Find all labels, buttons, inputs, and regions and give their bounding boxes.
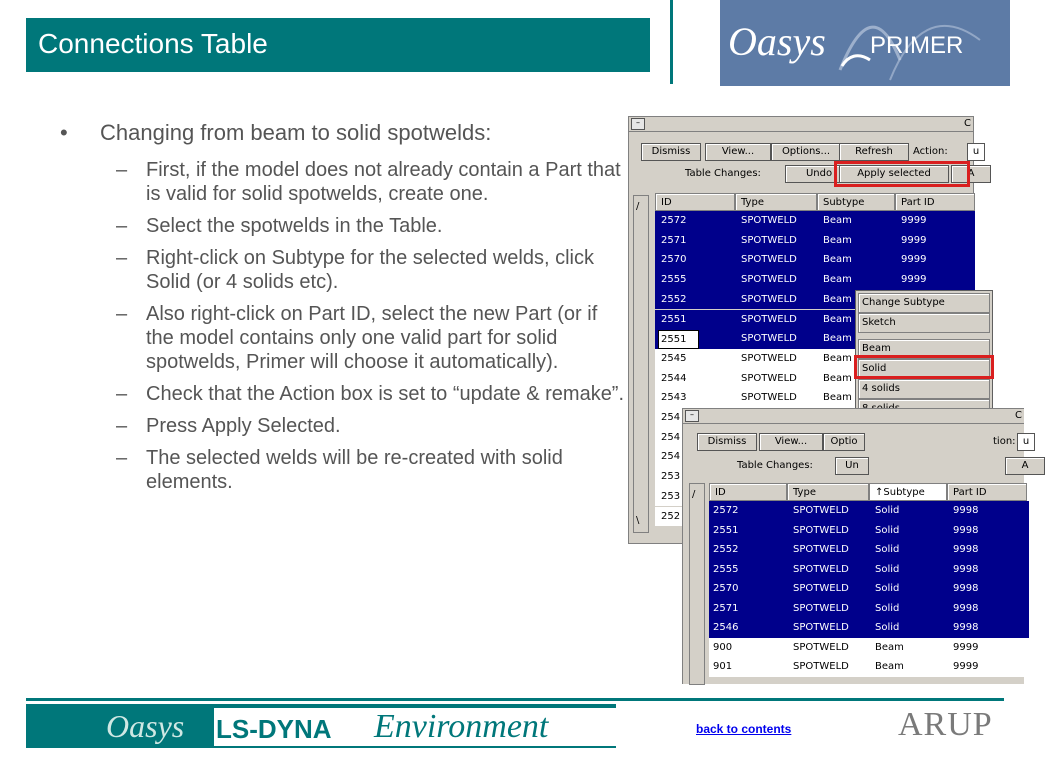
cell-id: 2551 bbox=[661, 313, 687, 325]
cell-part-id: 9998 bbox=[953, 544, 979, 555]
sub-bullet bbox=[116, 214, 626, 238]
back-to-contents-link[interactable]: back to contents bbox=[696, 722, 792, 736]
cell-type: SPOTWELD bbox=[793, 544, 849, 555]
menu-item-solid[interactable]: Solid bbox=[858, 359, 990, 379]
table-changes-label: Table Changes: bbox=[685, 168, 761, 179]
table-row[interactable] bbox=[709, 657, 1029, 677]
cell-id: 2546 bbox=[713, 622, 739, 633]
cell-id: 2552 bbox=[713, 544, 739, 555]
cell-type: SPOTWELD bbox=[741, 215, 797, 226]
action-label: tion: bbox=[993, 436, 1016, 447]
sub-bullet bbox=[116, 414, 626, 438]
cell-subtype: Beam bbox=[823, 392, 852, 404]
options-button[interactable]: Options... bbox=[771, 143, 841, 161]
dash-icon: – bbox=[116, 215, 128, 237]
footer-divider bbox=[26, 698, 1004, 701]
table-row[interactable] bbox=[655, 270, 975, 290]
cell-subtype: Beam bbox=[823, 274, 852, 286]
cell-subtype: Beam bbox=[823, 333, 852, 345]
apply-selected-button[interactable]: Apply selected bbox=[839, 165, 949, 183]
cell-id: 2555 bbox=[713, 563, 739, 575]
cell-id: 2555 bbox=[661, 274, 687, 286]
cell-id: 2570 bbox=[661, 254, 687, 266]
dash-icon: – bbox=[116, 447, 128, 469]
cell-subtype: Beam bbox=[823, 372, 852, 384]
dismiss-button[interactable]: Dismiss bbox=[641, 143, 701, 161]
cell-type: SPOTWELD bbox=[741, 293, 797, 305]
table-row[interactable] bbox=[709, 560, 1029, 580]
cell-subtype: Beam bbox=[823, 293, 852, 305]
dash-icon: – bbox=[116, 383, 128, 405]
sort-arrow-icon: ↑ bbox=[875, 487, 884, 498]
title-banner bbox=[26, 18, 650, 72]
column-header-subtype[interactable] bbox=[869, 483, 947, 501]
cell-id: 254 bbox=[661, 412, 681, 423]
table-row[interactable] bbox=[709, 638, 1029, 658]
window-title-fragment: C bbox=[1015, 410, 1022, 421]
table-row[interactable] bbox=[709, 618, 1029, 638]
menu-item-change-subtype[interactable]: Change Subtype bbox=[858, 293, 990, 313]
cell-subtype: Beam bbox=[823, 234, 852, 246]
cell-id: 2552 bbox=[661, 293, 687, 305]
cell-id: 2571 bbox=[661, 234, 687, 246]
sub-bullet-text: Also right-click on Part ID, select the new Part (or if the model contains only one valid part for solid spotwelds, Primer will choose it automatically). bbox=[146, 303, 598, 373]
cell-type: SPOTWELD bbox=[741, 313, 797, 325]
cell-subtype: Beam bbox=[823, 215, 852, 226]
cell-part-id: 9998 bbox=[953, 563, 979, 575]
column-header-type[interactable]: Type bbox=[735, 193, 817, 211]
window-titlebar bbox=[629, 117, 973, 132]
cell-subtype: Solid bbox=[875, 524, 900, 536]
sub-bullet-text: The selected welds will be re-created with solid elements. bbox=[146, 447, 563, 493]
cell-id: 254 bbox=[661, 451, 681, 463]
cell-part-id: 9999 bbox=[901, 234, 927, 246]
menu-item-sketch[interactable]: Sketch bbox=[858, 313, 990, 333]
oasys-primer-logo bbox=[720, 0, 1010, 86]
arup-logo: ARUP bbox=[898, 706, 993, 743]
sub-bullet-text: First, if the model does not already contain a Part that is valid for solid spotwelds, create one. bbox=[146, 159, 621, 205]
sub-bullet-text: Check that the Action box is set to “update & remake”. bbox=[146, 383, 625, 405]
cell-id: 254 bbox=[661, 431, 681, 443]
cell-id: 253 bbox=[661, 490, 681, 502]
cell-subtype: Solid bbox=[875, 505, 900, 516]
main-bullet-text: Changing from beam to solid spotwelds: bbox=[100, 120, 492, 145]
cell-id: 2570 bbox=[713, 583, 739, 594]
cell-type: SPOTWELD bbox=[793, 583, 849, 594]
cell-type: SPOTWELD bbox=[741, 254, 797, 266]
table-row[interactable] bbox=[709, 501, 1029, 521]
column-header-part-id[interactable]: Part ID bbox=[895, 193, 975, 211]
sub-bullet bbox=[116, 382, 626, 406]
dash-icon: – bbox=[116, 247, 128, 269]
cell-subtype: Beam bbox=[875, 661, 904, 672]
window-titlebar bbox=[683, 409, 1024, 424]
cell-id: 900 bbox=[713, 641, 733, 653]
cell-part-id: 9999 bbox=[953, 641, 979, 653]
logo-oasys-text: Oasys bbox=[728, 19, 826, 64]
cell-id: 2551 bbox=[713, 524, 739, 536]
bullet-icon: • bbox=[60, 120, 68, 145]
cell-id: 2544 bbox=[661, 372, 687, 384]
menu-item-beam[interactable]: Beam bbox=[858, 339, 990, 359]
action-select[interactable]: u bbox=[967, 143, 985, 161]
cell-part-id: 9998 bbox=[953, 583, 979, 594]
sub-bullet bbox=[116, 246, 626, 294]
menu-item-4-solids[interactable]: 4 solids bbox=[858, 379, 990, 399]
cell-type: SPOTWELD bbox=[793, 505, 849, 516]
apply-selected-highlight bbox=[834, 161, 970, 187]
column-header-id[interactable]: ID bbox=[709, 483, 787, 501]
cell-type: SPOTWELD bbox=[793, 622, 849, 633]
logo-primer-text: PRIMER bbox=[870, 32, 964, 59]
column-header-subtype-label: Subtype bbox=[883, 487, 925, 498]
cell-subtype: Beam bbox=[823, 352, 852, 364]
refresh-button[interactable]: Refresh bbox=[839, 143, 909, 161]
sub-bullet bbox=[116, 158, 626, 206]
cell-part-id: 9999 bbox=[901, 254, 927, 266]
table-row[interactable] bbox=[655, 231, 975, 251]
cell-type: SPOTWELD bbox=[741, 352, 797, 364]
footer-banner bbox=[26, 704, 616, 748]
cell-part-id: 9998 bbox=[953, 524, 979, 536]
scroll-up-icon[interactable]: / bbox=[636, 201, 640, 212]
column-header-type[interactable]: Type bbox=[787, 483, 869, 501]
cell-subtype: Beam bbox=[875, 641, 904, 653]
minimize-button[interactable]: – bbox=[685, 410, 699, 422]
page-title: Connections Table bbox=[38, 28, 268, 59]
window-title-fragment: C bbox=[964, 118, 971, 129]
cell-type: SPOTWELD bbox=[793, 641, 849, 653]
table-row[interactable] bbox=[709, 540, 1029, 560]
cell-subtype: Beam bbox=[823, 313, 852, 325]
sub-bullet-text: Press Apply Selected. bbox=[146, 415, 341, 437]
cell-id: 253 bbox=[661, 471, 681, 483]
options-button[interactable]: Optio bbox=[823, 433, 865, 451]
table-row[interactable] bbox=[655, 250, 975, 270]
column-header-part-id[interactable]: Part ID bbox=[947, 483, 1027, 501]
scroll-down-icon[interactable]: \ bbox=[636, 515, 640, 526]
table-changes-label: Table Changes: bbox=[737, 460, 813, 471]
table-row[interactable] bbox=[709, 521, 1029, 541]
cell-type: SPOTWELD bbox=[793, 602, 849, 614]
view-button[interactable]: View... bbox=[759, 433, 823, 451]
cell-part-id: 9999 bbox=[901, 215, 927, 226]
footer-oasys-text: Oasys bbox=[106, 708, 185, 744]
column-header-subtype[interactable]: Subtype bbox=[817, 193, 895, 211]
table-row[interactable] bbox=[709, 579, 1029, 599]
cell-type: SPOTWELD bbox=[741, 333, 797, 345]
cell-id: 901 bbox=[713, 661, 733, 672]
cell-type: SPOTWELD bbox=[741, 234, 797, 246]
cell-subtype: Solid bbox=[875, 622, 900, 633]
action-label: Action: bbox=[913, 146, 948, 157]
action-select[interactable]: u bbox=[1017, 433, 1035, 451]
cell-type: SPOTWELD bbox=[793, 661, 849, 672]
sub-bullet bbox=[116, 446, 626, 494]
connections-window-after bbox=[682, 408, 1030, 684]
solid-menu-highlight bbox=[854, 355, 994, 379]
sub-bullet-text: Select the spotwelds in the Table. bbox=[146, 215, 443, 237]
cell-subtype: Beam bbox=[823, 254, 852, 266]
scroll-up-icon[interactable]: / bbox=[692, 489, 696, 500]
apply-all-button[interactable]: A bbox=[1005, 457, 1045, 475]
column-header-id[interactable]: ID bbox=[655, 193, 735, 211]
cell-type: SPOTWELD bbox=[793, 524, 849, 536]
vertical-scrollbar[interactable] bbox=[633, 195, 649, 533]
sub-bullet-list bbox=[116, 158, 626, 502]
sub-bullet-text: Right-click on Subtype for the selected welds, click Solid (or 4 solids etc). bbox=[146, 247, 594, 293]
cell-part-id: 9998 bbox=[953, 602, 979, 614]
cell-type: SPOTWELD bbox=[741, 392, 797, 404]
dash-icon: – bbox=[116, 303, 128, 325]
table-row[interactable] bbox=[655, 211, 975, 231]
cell-part-id: 9998 bbox=[953, 505, 979, 516]
dash-icon: – bbox=[116, 159, 128, 181]
dash-icon: – bbox=[116, 415, 128, 437]
vertical-scrollbar[interactable] bbox=[689, 483, 705, 685]
view-button[interactable]: View... bbox=[705, 143, 771, 161]
cell-id: 2572 bbox=[713, 505, 739, 516]
cell-id[interactable]: 2551 bbox=[658, 330, 699, 349]
cell-part-id: 9998 bbox=[953, 622, 979, 633]
cell-subtype: Solid bbox=[875, 583, 900, 594]
cell-subtype: Solid bbox=[875, 544, 900, 555]
cell-part-id: 9999 bbox=[901, 274, 927, 286]
cell-type: SPOTWELD bbox=[741, 372, 797, 384]
minimize-button[interactable]: – bbox=[631, 118, 645, 130]
cell-subtype: Solid bbox=[875, 563, 900, 575]
cell-type: SPOTWELD bbox=[793, 563, 849, 575]
undo-button[interactable]: Un bbox=[835, 457, 869, 475]
cell-id: 2543 bbox=[661, 392, 687, 404]
cell-type: SPOTWELD bbox=[741, 274, 797, 286]
cell-id: 2572 bbox=[661, 215, 687, 226]
apply-all-button[interactable]: A bbox=[951, 165, 991, 183]
cell-id: 2571 bbox=[713, 602, 739, 614]
dismiss-button[interactable]: Dismiss bbox=[697, 433, 757, 451]
cell-subtype: Solid bbox=[875, 602, 900, 614]
cell-id: 2545 bbox=[661, 352, 687, 364]
table-row[interactable] bbox=[709, 599, 1029, 619]
footer-lsdyna-text: LS-DYNA bbox=[216, 714, 332, 744]
header-divider bbox=[670, 0, 673, 84]
undo-button[interactable]: Undo bbox=[785, 165, 853, 183]
sub-bullet bbox=[116, 302, 626, 374]
cell-id: 252 bbox=[661, 510, 681, 522]
cell-part-id: 9999 bbox=[953, 661, 979, 672]
lsdyna-environment-logo bbox=[214, 708, 616, 746]
footer-environment-text: Environment bbox=[374, 708, 549, 745]
